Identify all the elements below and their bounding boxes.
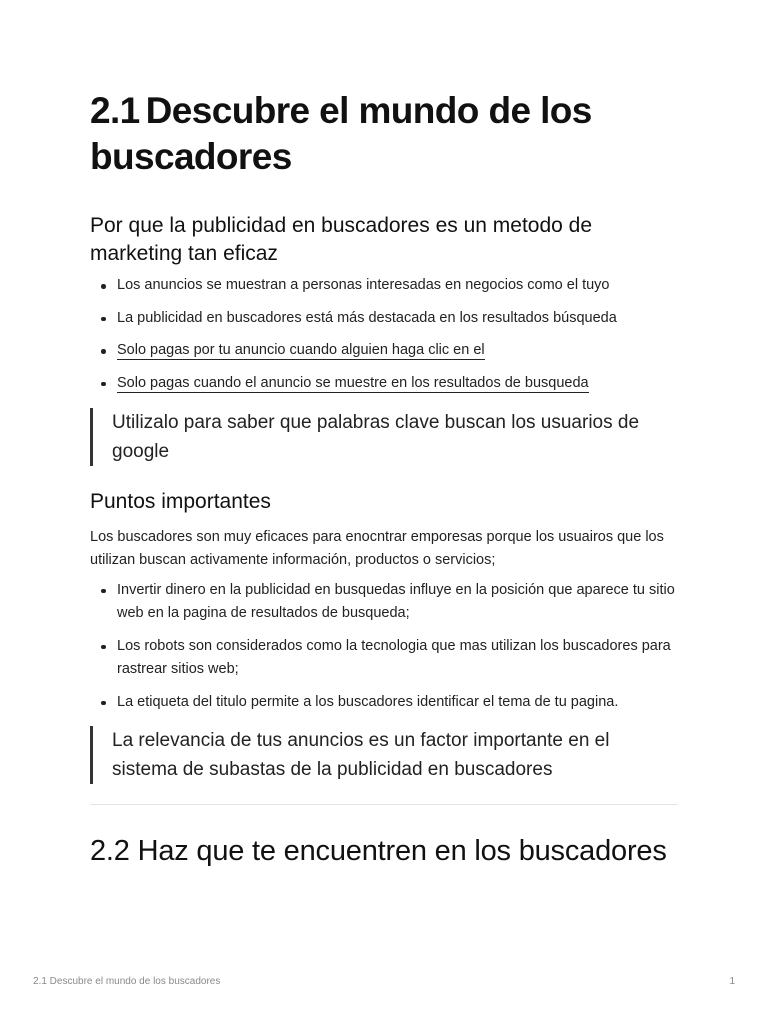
list-item-text: Los robots son considerados como la tecnologia que mas utilizan los buscadores para rastrear sitios web; (117, 637, 671, 677)
bullet-list-benefits (90, 274, 680, 395)
subsection-heading-eficaz: Por que la publicidad en buscadores es un metodo de marketing tan eficaz (90, 214, 593, 265)
section-title-2: 2.2 Haz que te encuentren en los buscadores (90, 834, 667, 867)
subsection-heading-puntos: Puntos importantes (90, 489, 271, 513)
page-footer (33, 976, 735, 987)
section-title (90, 88, 680, 180)
list-item-text: Los anuncios se muestran a personas interesadas en negocios como el tuyo (117, 277, 610, 293)
list-item (90, 307, 680, 330)
list-item (90, 372, 680, 395)
list-item (90, 339, 680, 362)
list-item-text: Invertir dinero en la publicidad en busquedas influye en la posición que aparece tu sitio web en la pagina de resultados de busqueda; (117, 581, 675, 621)
page-number: 1 (729, 976, 735, 987)
footer-title: 2.1 Descubre el mundo de los buscadores (33, 976, 221, 987)
list-item-text: La etiqueta del titulo permite a los buscadores identificar el tema de tu pagina. (117, 693, 619, 710)
list-item-text: La publicidad en buscadores está más destacada en los resultados búsqueda (117, 309, 617, 326)
list-item-text: Solo pagas por tu anuncio cuando alguien haga clic en el (117, 342, 485, 358)
paragraph: Los buscadores son muy eficaces para enocntrar emporesas porque los usuairos que los utilizan buscan activamente información, productos o servicios; (90, 528, 664, 568)
list-item (90, 691, 680, 714)
section-title-text: Descubre el mundo de los buscadores (90, 90, 592, 177)
list-item (90, 635, 680, 681)
list-item (90, 579, 680, 625)
divider (90, 804, 678, 805)
list-item (90, 274, 680, 297)
list-item-text: Solo pagas cuando el anuncio se muestre en los resultados de busqueda (117, 374, 589, 391)
bullet-list-points (90, 579, 680, 714)
callout-quote: La relevancia de tus anuncios es un factor importante en el sistema de subastas de la publicidad en buscadores (90, 726, 680, 784)
callout-quote: Utilizalo para saber que palabras clave buscan los usuarios de google (90, 408, 680, 466)
section-number: 2.1 (90, 90, 140, 131)
document-page (90, 88, 680, 869)
